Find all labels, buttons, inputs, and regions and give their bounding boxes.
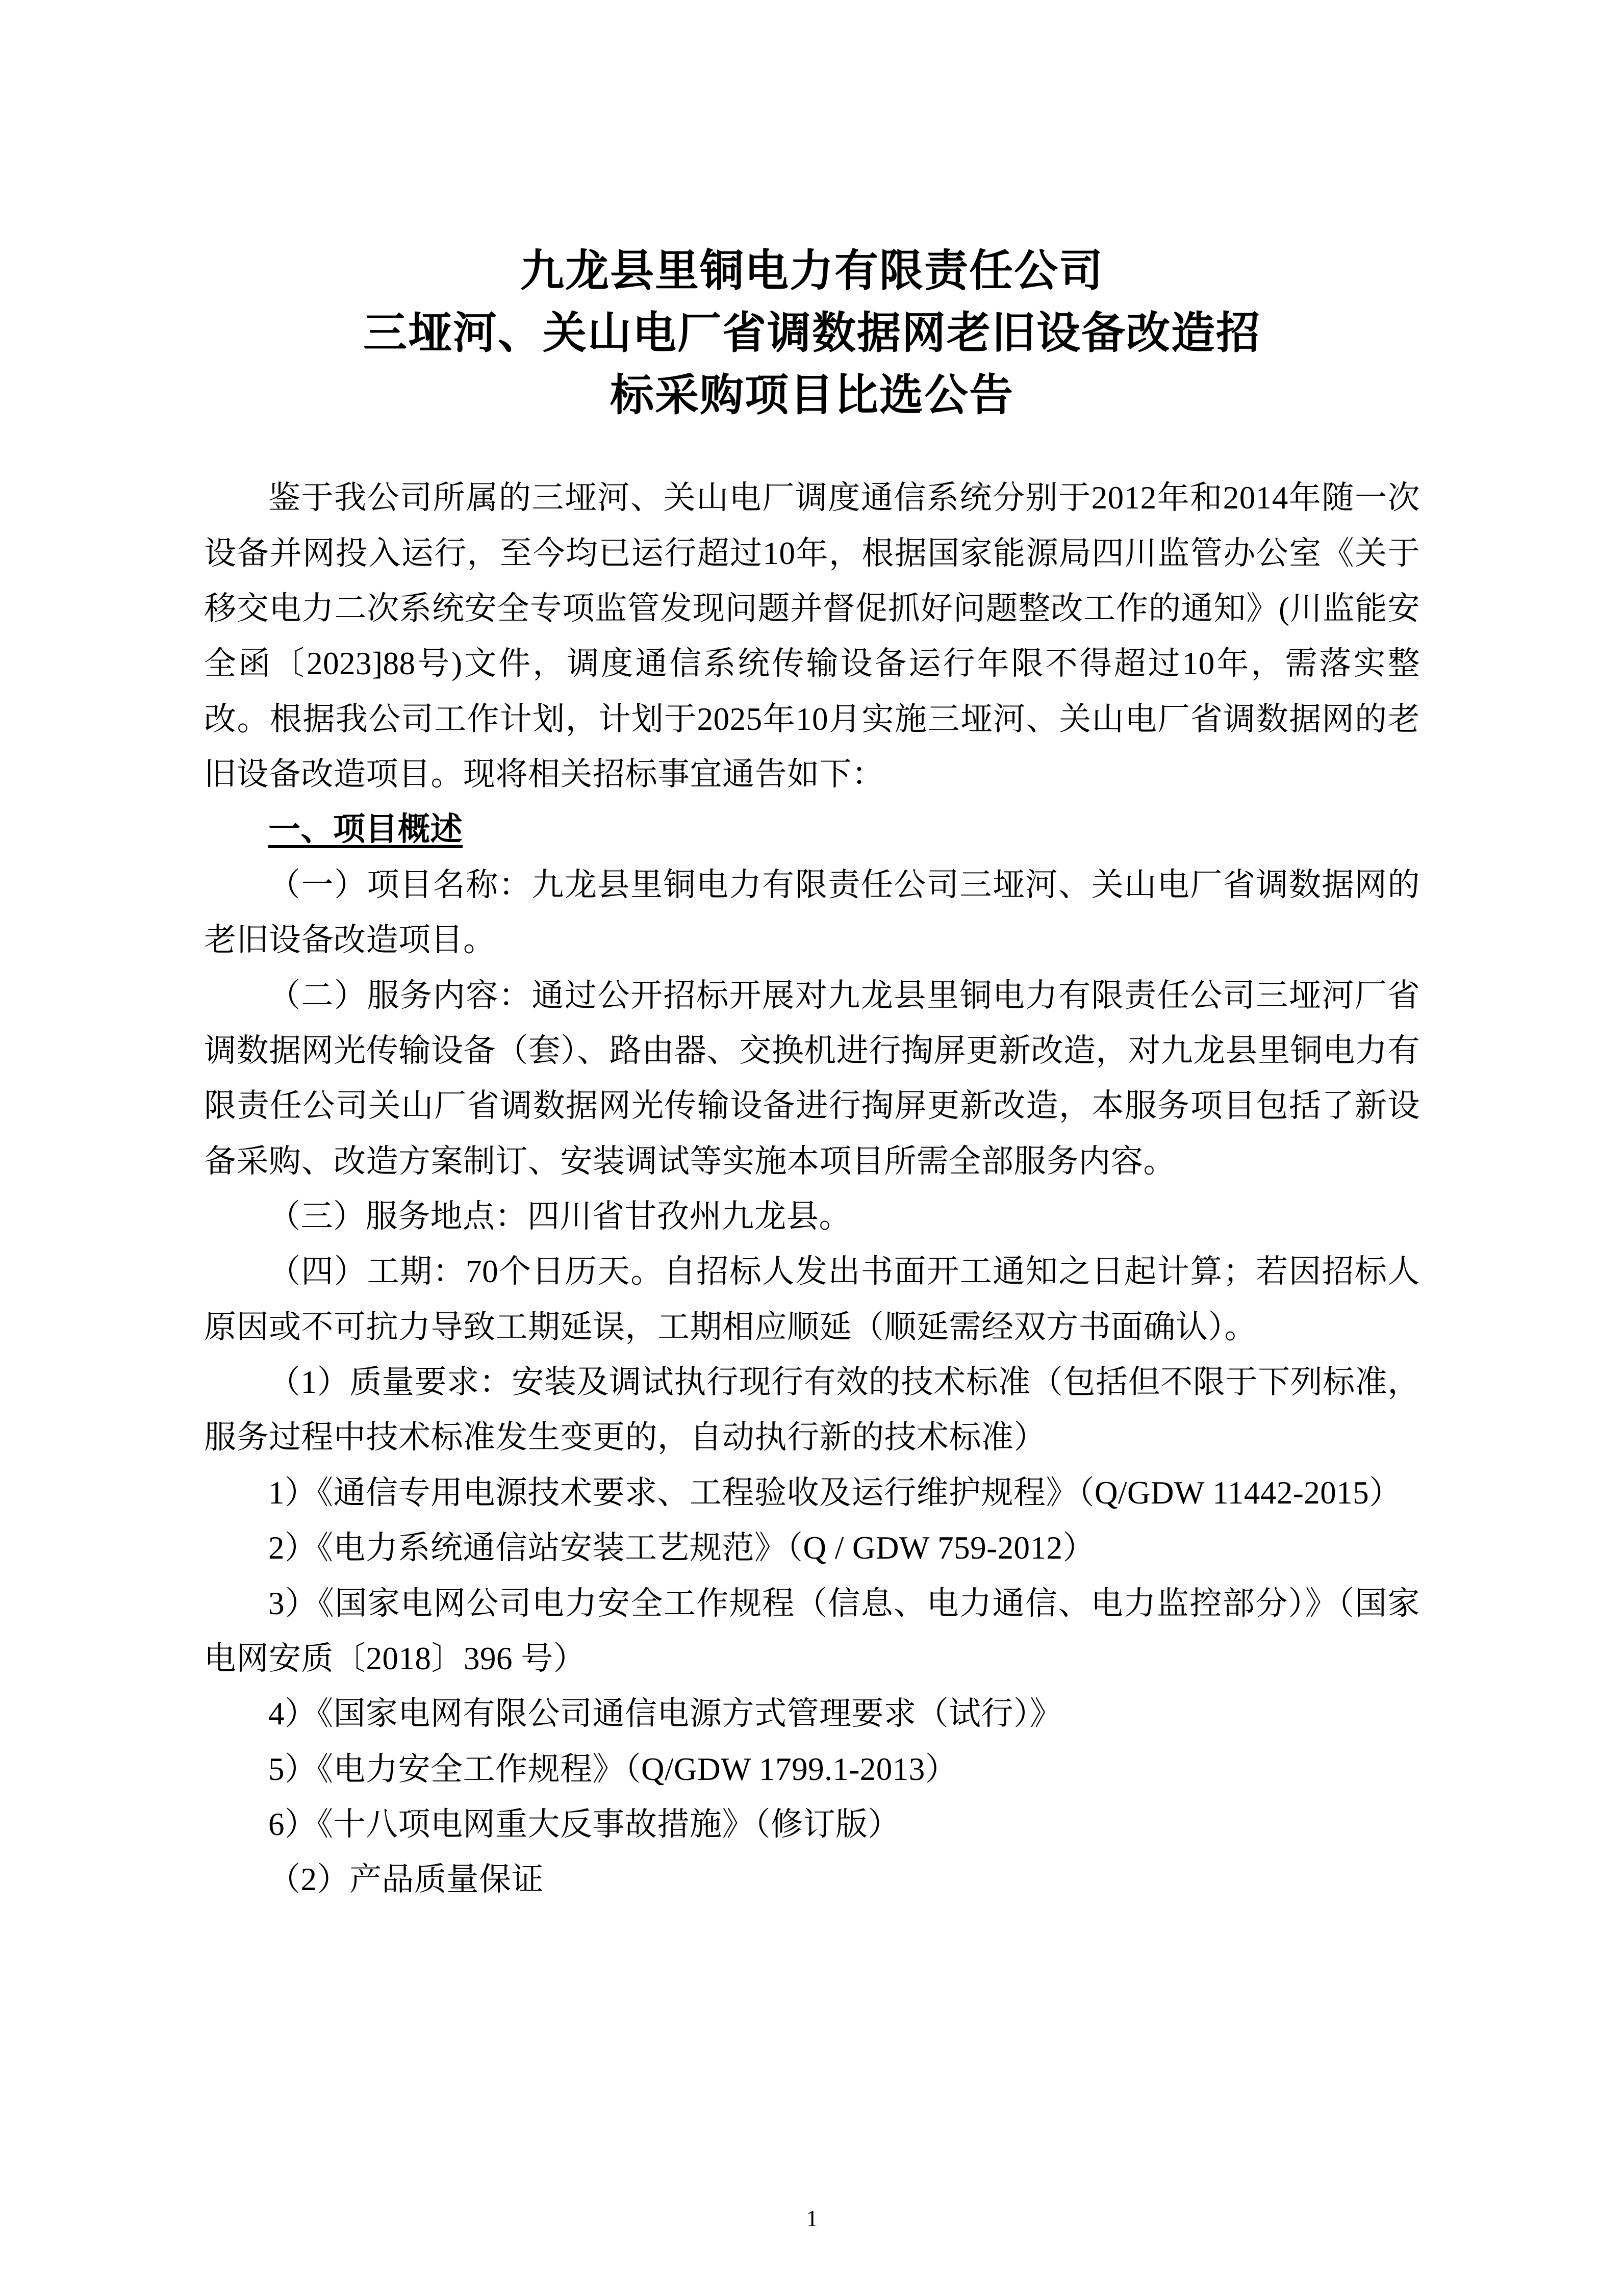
paragraph-project-name: （一）项目名称：九龙县里铜电力有限责任公司三垭河、关山电厂省调数据网的老旧设备改造项目。: [204, 867, 1420, 958]
section-heading-project-overview: [204, 802, 1420, 857]
title-line-2: 三垭河、关山电厂省调数据网老旧设备改造招: [363, 309, 1261, 358]
standard-item-5: 5）《电力安全工作规程》（Q/GDW 1799.1-2013）: [268, 1751, 958, 1787]
section-heading-text: 一、项目概述: [268, 811, 463, 848]
standard-item-4: 4）《国家电网有限公司通信电源方式管理要求（试行）》: [268, 1696, 1062, 1732]
standard-item-3: 3）《国家电网公司电力安全工作规程（信息、电力通信、电力监控部分）》（国家电网安质〔2018〕396 号）: [204, 1585, 1420, 1676]
page-number: 1: [806, 2205, 818, 2231]
paragraph-quality-requirement: （1）质量要求：安装及调试执行现行有效的技术标准（包括但不限于下列标准，服务过程中技术标准发生变更的，自动执行新的技术标准）: [204, 1364, 1420, 1456]
title-line-3: 标采购项目比选公告: [610, 371, 1014, 420]
paragraph-intro: 鉴于我公司所属的三垭河、关山电厂调度通信系统分别于2012年和2014年随一次设备并网投入运行，至今均已运行超过10年，根据国家能源局四川监管办公室《关于移交电力二次系统安全专项监管发现问题并督促抓好问题整改工作的通知》(川监能安全函〔2023]88号)文件，调度通信系统传输设备运行年限不得超过10年，需落实整改。根据我公司工作计划，计划于2025年10月实施三垭河、关山电厂省调数据网的老旧设备改造项目。现将相关招标事宜通告如下：: [204, 480, 1420, 793]
standard-item-2: 2）《电力系统通信站安装工艺规范》（Q / GDW 759-2012）: [268, 1530, 1096, 1566]
title-line-1: 九龙县里铜电力有限责任公司: [520, 246, 1104, 295]
paragraph-product-quality-guarantee: （2）产品质量保证: [268, 1862, 544, 1898]
document-body: [204, 470, 1420, 1907]
paragraph-service-location: （三）服务地点：四川省甘孜州九龙县。: [268, 1199, 851, 1234]
document-title: [204, 240, 1420, 426]
standard-item-1: 1）《通信专用电源技术要求、工程验收及运行维护规程》（Q/GDW 11442-2015）: [268, 1474, 1402, 1511]
standard-item-6: 6）《十八项电网重大反事故措施》（修订版）: [268, 1806, 900, 1842]
paragraph-service-content: （二）服务内容：通过公开招标开展对九龙县里铜电力有限责任公司三垭河厂省调数据网光传输设备（套）、路由器、交换机进行掏屏更新改造，对九龙县里铜电力有限责任公司关山厂省调数据网光传输设备进行掏屏更新改造，本服务项目包括了新设备采购、改造方案制订、安装调试等实施本项目所需全部服务内容。: [204, 977, 1420, 1179]
paragraph-duration: （四）工期：70个日历天。自招标人发出书面开工通知之日起计算；若因招标人原因或不可抗力导致工期延误，工期相应顺延（顺延需经双方书面确认）。: [204, 1254, 1420, 1345]
